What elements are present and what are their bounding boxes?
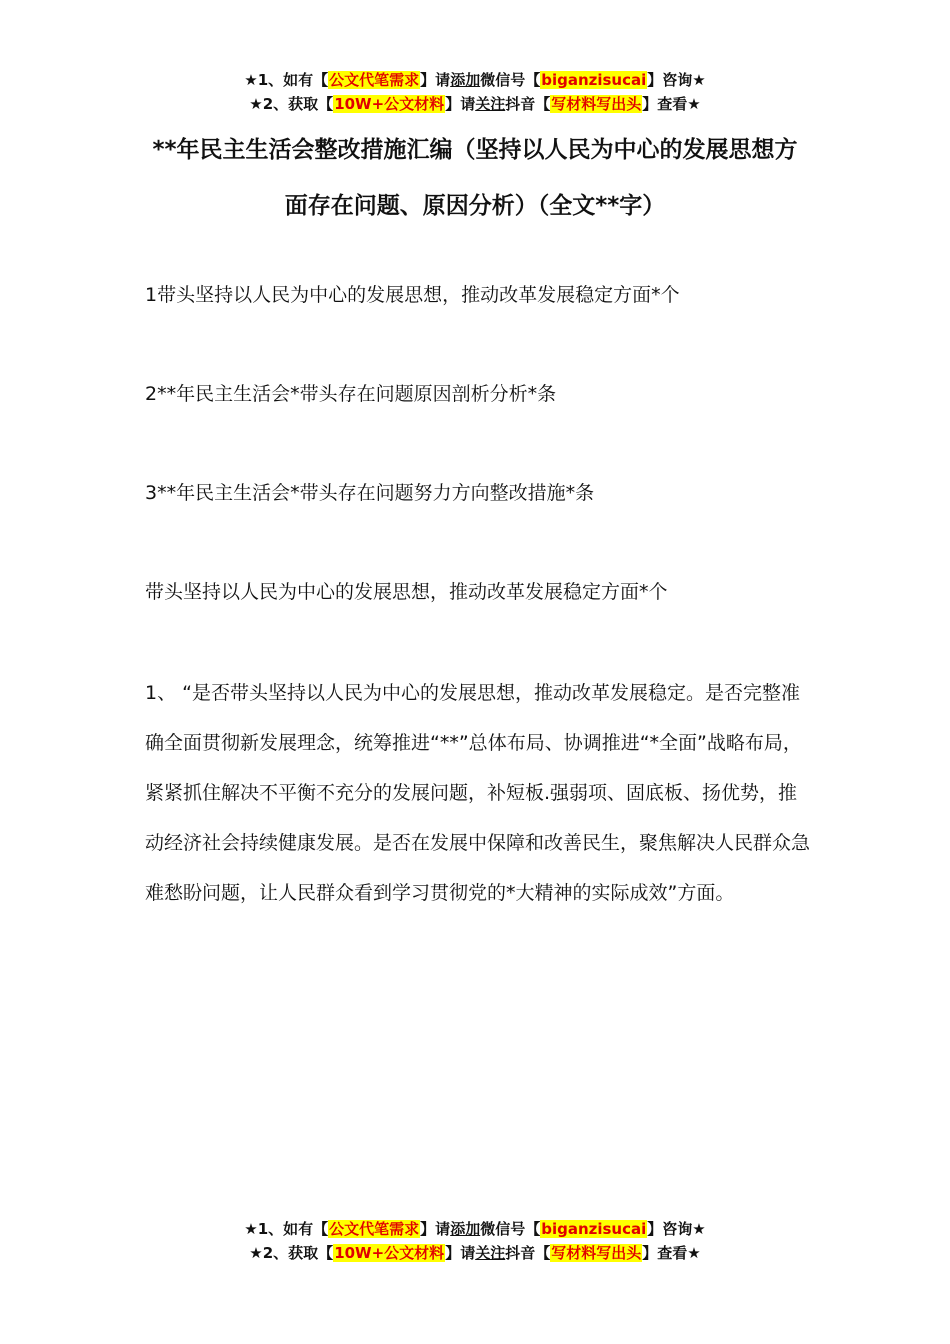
banner-text: 】查看★ bbox=[642, 95, 701, 113]
banner-text: ★2、获取【 bbox=[249, 1244, 334, 1262]
banner-text: 】请 bbox=[445, 1244, 476, 1262]
banner-text: ★1、如有【 bbox=[244, 1220, 329, 1238]
banner-text: 】请 bbox=[445, 95, 476, 113]
banner-text: ★2、获取【 bbox=[249, 95, 334, 113]
banner-highlight: biganzisucai bbox=[541, 71, 647, 89]
toc-item-2: 2**年民主生活会*带头存在问题原因剖析分析*条 bbox=[145, 383, 557, 405]
header-banner bbox=[0, 68, 950, 116]
banner-line-1 bbox=[0, 1217, 950, 1241]
banner-highlight: 10W+公文材料 bbox=[334, 1244, 445, 1262]
banner-highlight: 公文代笔需求 bbox=[329, 71, 420, 89]
banner-highlight: biganzisucai bbox=[541, 1220, 647, 1238]
banner-text: 抖音【 bbox=[505, 1244, 551, 1262]
banner-line-1 bbox=[0, 68, 950, 92]
banner-text: ★1、如有【 bbox=[244, 71, 329, 89]
banner-text: 】咨询★ bbox=[647, 1220, 706, 1238]
toc-item-1: 1带头坚持以人民为中心的发展思想，推动改革发展稳定方面*个 bbox=[145, 284, 680, 306]
banner-underline: 关注 bbox=[475, 95, 506, 113]
footer-banner bbox=[0, 1217, 950, 1265]
banner-underline: 添加 bbox=[450, 71, 481, 89]
banner-text: 】请 bbox=[420, 1220, 451, 1238]
banner-highlight: 10W+公文材料 bbox=[334, 95, 445, 113]
banner-highlight: 写材料写出头 bbox=[551, 1244, 642, 1262]
banner-text: 微信号【 bbox=[480, 1220, 541, 1238]
banner-line-2 bbox=[0, 1241, 950, 1265]
banner-line-2 bbox=[0, 92, 950, 116]
toc-item-3: 3**年民主生活会*带头存在问题努力方向整改措施*条 bbox=[145, 482, 595, 504]
banner-text: 抖音【 bbox=[505, 95, 551, 113]
banner-highlight: 公文代笔需求 bbox=[329, 1220, 420, 1238]
banner-highlight: 写材料写出头 bbox=[551, 95, 642, 113]
banner-text: 】请 bbox=[420, 71, 451, 89]
section-heading: 带头坚持以人民为中心的发展思想，推动改革发展稳定方面*个 bbox=[145, 581, 668, 603]
banner-underline: 添加 bbox=[450, 1220, 481, 1238]
banner-text: 】咨询★ bbox=[647, 71, 706, 89]
banner-text: 微信号【 bbox=[480, 71, 541, 89]
document-title: **年民主生活会整改措施汇编（坚持以人民为中心的发展思想方面存在问题、原因分析）（全文**字） bbox=[152, 137, 798, 219]
body-paragraph: 1、 “是否带头坚持以人民为中心的发展思想，推动改革发展稳定。是否完整准确全面贯彻新发展理念，统筹推进“**”总体布局、协调推进“*全面”战略布局，紧紧抓住解决不平衡不充分的发展问题，补短板.强弱项、固底板、扬优势，推动经济社会持续健康发展。是否在发展中保障和改善民生，聚焦解决人民群众急难愁盼问题，让人民群众看到学习贯彻党的*大精神的实际成效”方面。 bbox=[145, 682, 811, 904]
banner-text: 】查看★ bbox=[642, 1244, 701, 1262]
banner-underline: 关注 bbox=[475, 1244, 506, 1262]
